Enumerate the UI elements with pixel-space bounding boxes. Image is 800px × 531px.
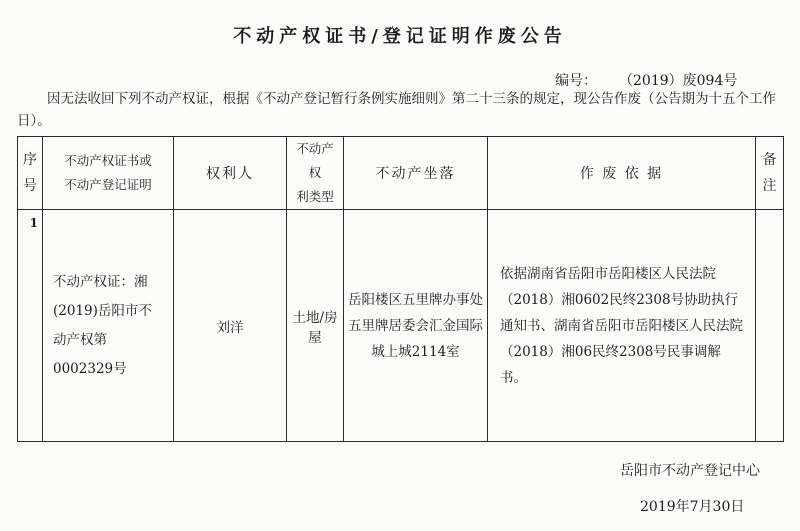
row-basis: 依据湖南省岳阳市岳阳楼区人民法院（2018）湘0602民终2308号协助执行通知书、湖南省岳阳市岳阳楼区人民法院（2018）湘06民终2308号民事调解书。: [488, 210, 756, 442]
document-number-value: （2019）废094号: [619, 73, 738, 89]
header-holder: 权利人: [174, 137, 287, 210]
header-cert-line2: 不动产登记证明: [64, 177, 152, 192]
document-number-label: 编号：: [555, 73, 597, 89]
table-row: [18, 210, 784, 442]
header-basis: 作 废 依 据: [488, 137, 756, 210]
row-seq: 1: [18, 210, 43, 442]
header-cert: [43, 137, 174, 210]
row-right-type: 土地/房屋: [287, 210, 344, 442]
row-certificate: 不动产权证：湘(2019)岳阳市不动产权第0002329号: [43, 210, 174, 442]
header-type-line1: 不动产权: [296, 141, 334, 180]
table-header-row: [18, 137, 784, 210]
notice-intro: 因无法收回下列不动产权证，根据《不动产登记暂行条例实施细则》第二十三条的规定，现公告作废（公告期为十五个工作日）。: [17, 91, 776, 129]
issuing-organization: 岳阳市不动产登记中心: [620, 463, 760, 479]
notice-table: [17, 136, 784, 442]
document-number: [555, 70, 737, 90]
row-holder: 刘洋: [174, 210, 287, 442]
header-remark: 备注: [756, 137, 784, 210]
header-type-line2: 利类型: [296, 189, 334, 204]
issue-date: 2019年7月30日: [640, 499, 745, 515]
header-seq: 序号: [18, 137, 43, 210]
row-location: 岳阳楼区五里牌办事处五里牌居委会汇金国际城上城2114室: [344, 210, 488, 442]
header-cert-line1: 不动产权证书或: [64, 153, 152, 168]
notice-title: 不动产权证书/登记证明作废公告: [233, 26, 567, 47]
header-type: [287, 137, 344, 210]
header-location: 不动产坐落: [344, 137, 488, 210]
row-remark: [756, 210, 784, 442]
